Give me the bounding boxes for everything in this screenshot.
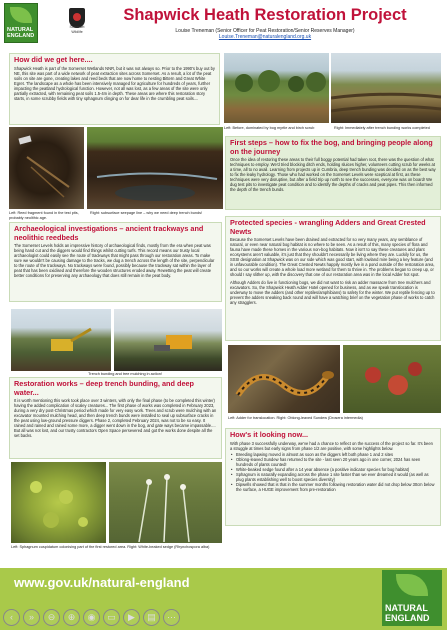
fit-page-button[interactable]: ▭ xyxy=(103,609,120,626)
sundew-icon xyxy=(343,345,441,413)
section-heading: How did we get here.... xyxy=(14,55,93,64)
section-heading: Protected species - wrangling Adders and Great Crested Newts xyxy=(230,218,426,236)
crest-caption: Somerset Wildlife xyxy=(69,25,85,34)
highlights-list xyxy=(226,452,440,492)
rose-icon xyxy=(73,13,81,21)
adder-icon xyxy=(228,345,340,413)
caption-before: Left: Before, dominated by bog myrtle and birch scrub xyxy=(224,126,315,130)
section-first-steps xyxy=(225,136,441,210)
section-protected-species xyxy=(225,216,441,341)
poster-title: Shapwick Heath Restoration Project xyxy=(123,6,407,24)
play-button[interactable]: ▶ xyxy=(123,609,140,626)
list-item: • Oblong-leaved Sundew has returned to the site - last seen 20 years ago in one corner, 2024 has seen hundreds of plants counted! xyxy=(230,457,436,467)
section-how-did xyxy=(9,53,220,125)
section-body: Once the idea of restoring these areas to their full boggy potential had taken root, there was the question of what techniques to employ. We'd tried blocking ditch ends, holding sluices higher, volunteers cutting scrub for weeks at a time, all to no avail. Learning from projects up in Cumbria, deep trench bunding was decided on as the best way to fix the leaky hydrology. Those who had worked on the Somerset Levels were sceptical at first, as these techniques were very disruptive, but after a field trip up north to see the successes, everyone was on board! We dug test pits to investigate peat condition and to identify the depths of cracks and peat pipes. This then informed the depth of the trench bunds. xyxy=(230,157,436,192)
section-heading: Restoration works – deep trench bunding, and deep water... xyxy=(14,379,195,397)
contact-email-link[interactable]: Louise.Treneman@naturalengland.org.uk xyxy=(218,34,312,40)
viewer-toolbar xyxy=(3,609,180,628)
logo-text: NATURAL ENGLAND xyxy=(7,27,35,39)
section-body: It is worth mentioning this work took place over 3 winters, with only the final phase (to be completed this winter) having the added complication of scaley creatures... The first phase of works was completed in February 2023, during a very dry post-Christmas period which made for very easy work. Trees and scrub were mulching with an excavator mounted mulching head, and then deep trench bunds were installed to seal up subsurface cracks in the peat using low-ground pressure diggers. Phase 2, completed February 2024, was not to be so easy. It rained and rained and rained some more, a digger went down in the bog, and gate ways became impassable.... But all was not lost, and our trusty contractors Open Space persevered and got the works done despite all the set backs. xyxy=(14,398,217,438)
list-item: • Dipwells showed that is that in the summer months following restoration water did not drop below 30cm below the surface, a HUGE improvement from pre-restoration xyxy=(230,482,436,492)
reed-fragment-icon xyxy=(9,127,84,209)
section-body-2: Although Adders do live in functioning bogs, we did not want to risk an adder massacre from tree mulchers and excavators. So, the Shapwick Heath Adder Hotel opened for business, and as we speak translocation is underway to move the adders (and other reptiles/amphibians) to safety for the winter. We put reptile fencing up to prevent the adders sneaking back round and will have a watching brief on the vegetation phase of works to catch any stragglers. xyxy=(230,280,435,305)
section-body: Shapwick Heath is part of the Somerset Wetlands NNR, but it was not always so. Prior to the 1990's buy out by NE, this site was part of a wide network of peat extraction sites across Somerset. As a result, a lot of the peat soils on site are gone, creating lakes and reed beds that are now home to nesting Bittern and Great White Egret. The landscape as a whole has been intensively managed for agriculture for hundreds of years, further impacting the peatland hydrological function. However, not all was lost, as a few areas of the site were only partially extracted, with remaining peat soils 1.5-4m in depth. These areas are where this restoration story starts, in some scrubby fields with tiny sphagnum clinging on for dear life in the crumbling peat soils.... xyxy=(14,65,215,101)
digger-icon xyxy=(11,309,111,371)
photo-trench-right xyxy=(114,309,222,371)
record-button[interactable]: ◉ xyxy=(83,609,100,626)
mulcher-icon xyxy=(114,309,222,371)
section-heading: How's it looking now... xyxy=(230,430,309,439)
caption-trench-bunding: Trench bunding and tree mulching in action! xyxy=(88,372,162,376)
section-body: Because the Somerset Levels have been drained and extracted for so very many years, any semblance of natural, or even near natural bog habitat is no where to be seen. As a result of this, many species of flora and fauna have made these homes in the various non-bog habitats. Now it isn't to say these creatures and plant ecosystems aren't valuable, it's just that they shouldn't necessarily be living where they are. Luckily for us, the SSSI designation at Shapwick was on our side which was good start, with lowland mire being a key feature (and in unfavourable condition). The Great Crested Newts happily mostly live in a pond outside of the restoration area, and so our works will create a whole load more wetland for them to thrive in. The problems began to creep up, or should I say slither up, with the discovery that one of our restoration area was in the local Adder hot spot. xyxy=(230,237,435,277)
next-page-button[interactable]: » xyxy=(23,609,40,626)
photo-adder xyxy=(228,345,340,413)
list-item: • Breeding lapwing moved in almost as soon as the diggers left both phase 1 and 2 sites xyxy=(230,452,436,457)
caption-sphagnum-sedge: Left: Sphagnum cuspidatum colonising part of the first restored area. Right: White-beaked sedge (Rhynchospora alba) xyxy=(11,545,210,549)
photo-trench-left xyxy=(11,309,111,371)
section-body: The Somerset Levels holds an impressive history of archaeological finds, mostly from the era when peat was being hand cut and the diggers would find things whilst cutting turfs. This record means our trusty local archaeologist could easily see the route of trackways that might pass through our restoration areas. To make sure we wouldn't be causing damage to the tracks, we dug a trench across the length of the site, perpendicular to the route of the trackways. No trackways were found, possibly because the trackway sat within the layer of peat that has been oxidised and therefore the wooden structures eroded away. Rewetting the peat will create better conditions for preserving any archaeology that does still remain in the peat body. xyxy=(14,243,215,278)
section-hows-it-looking xyxy=(225,428,441,526)
sedge-icon xyxy=(109,462,222,543)
footer-logo-text: NATURAL ENGLAND xyxy=(385,603,430,623)
zoom-out-button[interactable]: ⊖ xyxy=(43,609,60,626)
crest-logo xyxy=(67,8,87,34)
sphagnum-icon xyxy=(11,462,106,543)
scrub-trees-icon xyxy=(224,53,329,123)
section-heading: Archaeological investigations – ancient trackways and neolithic reedbeds xyxy=(14,224,204,242)
photo-reed-fragment xyxy=(9,127,84,209)
caption-after: Right: Immediately after trench bunding works completed xyxy=(334,126,430,130)
prev-page-button[interactable]: ‹ xyxy=(3,609,20,626)
zoom-in-button[interactable]: ⊕ xyxy=(63,609,80,626)
caption-reed-fragment: Left: Reed fragment found in the test pits, probably neolithic age. xyxy=(9,211,79,220)
natural-england-logo xyxy=(4,3,38,43)
leaf-icon xyxy=(10,7,32,23)
list-item: • White-beaked sedge found after a 14 year absence (a positive indicator species for bog habitat) xyxy=(230,467,436,472)
photo-sphagnum xyxy=(11,462,106,543)
seepage-line-icon xyxy=(87,127,223,209)
caption-seepage: Right: subsurface seepage line – why we need deep trench bunds! xyxy=(90,211,203,215)
photo-after-bunding xyxy=(331,53,441,123)
section-archaeology xyxy=(9,222,222,302)
photo-before-scrub xyxy=(224,53,329,123)
natural-england-footer-logo xyxy=(382,570,442,626)
list-item: • Sphagnum is naturally expanding across the phase 1 site faster than we ever dreamed it would (as well as plug plants establishing well to boost species diversity) xyxy=(230,472,436,482)
bunded-field-icon xyxy=(331,53,441,123)
poster-subtitle: Louise Treneman (Senior Officer for Peat Restoration/Senior Reserves Manager) xyxy=(175,28,355,34)
more-options-button[interactable]: ⋯ xyxy=(163,609,180,626)
photo-sundew xyxy=(343,345,441,413)
thumbnails-button[interactable]: ▤ xyxy=(143,609,160,626)
footer-url-link[interactable]: www.gov.uk/natural-england xyxy=(14,575,190,590)
photo-sedge xyxy=(109,462,222,543)
section-intro: With phase 3 successfully underway, we've had a chance to reflect on the success of the project so far. It's been a struggle at times but early signs from phase 1/2 are positive, with some highlights below. xyxy=(230,440,433,451)
caption-adder-sundew: Left: Adder for translocation. Right: Oblong-leaved Sundew (Drosera intermedia) xyxy=(228,416,363,420)
section-heading: First steps – how to fix the bog, and bringing people along on the journey xyxy=(230,138,433,156)
section-restoration xyxy=(9,377,222,459)
photo-seepage-line xyxy=(87,127,223,209)
leaf-icon xyxy=(396,574,428,596)
